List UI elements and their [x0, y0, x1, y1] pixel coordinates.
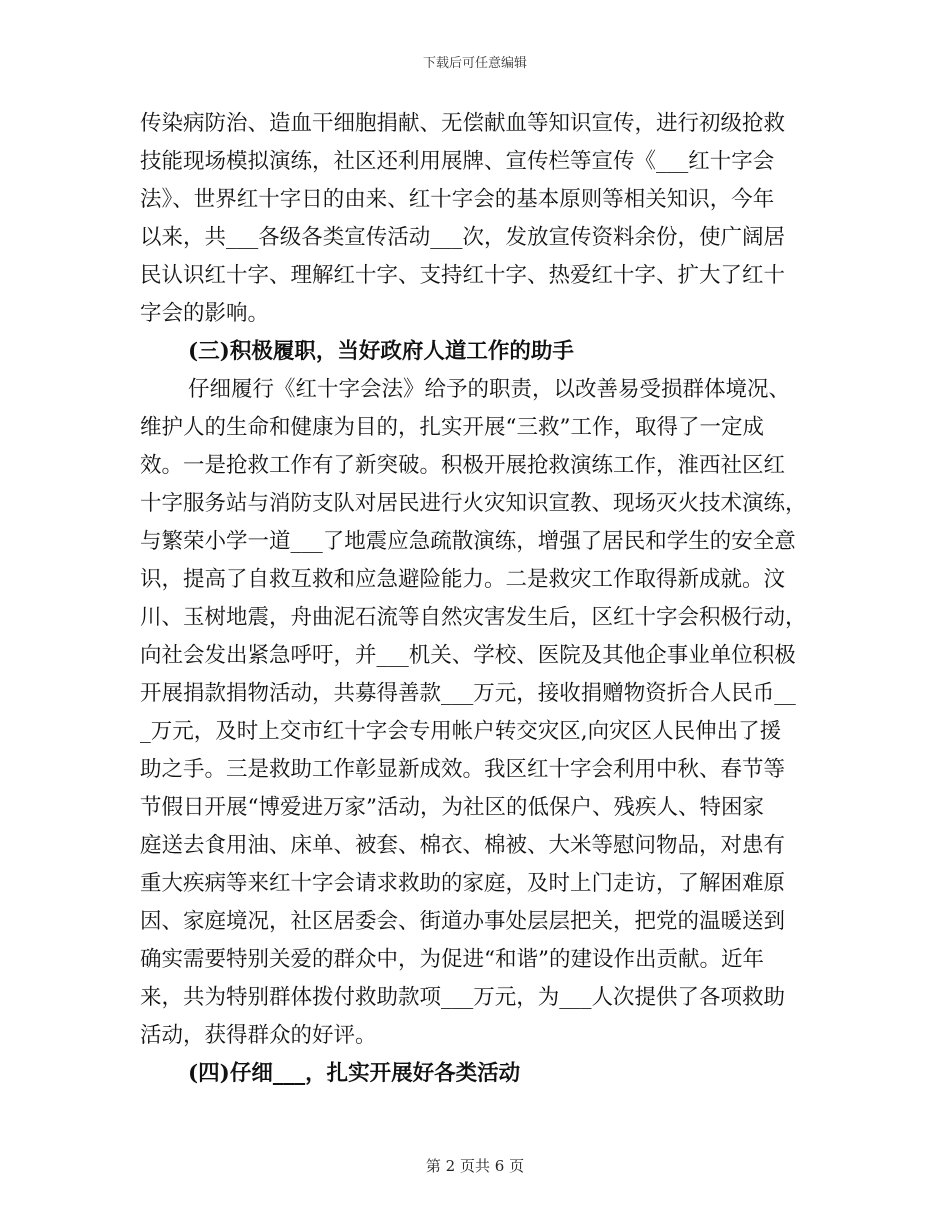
paragraph-line: 开展捐款捐物活动，共募得善款___万元，接收捐赠物资折合人民币__: [140, 681, 796, 706]
paragraph-line: 字会的影响。: [140, 301, 270, 326]
page-header: 下载后可任意编辑: [422, 56, 527, 71]
paragraph-line: 来，共为特别群体拨付救助款项___万元，为___人次提供了各项救助: [140, 985, 786, 1010]
paragraph-line: 庭送去食用油、床单、被套、棉衣、棉被、大米等慰问物品，对患有: [140, 833, 786, 858]
paragraph-line: 十字服务站与消防支队对居民进行火灾知识宣教、现场灭火技术演练，: [140, 491, 807, 516]
paragraph-line: 川、玉树地震，舟曲泥石流等自然灾害发生后，区红十字会积极行动，: [140, 605, 807, 630]
paragraph-line: _万元，及时上交市红十字会专用帐户转交灾区,向灾区人民伸出了援: [140, 719, 782, 744]
section-heading: (三)积极履职，当好政府人道工作的助手: [188, 339, 574, 364]
paragraph-line: 与繁荣小学一道___了地震应急疏散演练，增强了居民和学生的安全意: [140, 529, 796, 554]
paragraph-line: 仔细履行《红十字会法》给予的职责，以改善易受损群体境况、: [188, 377, 791, 402]
paragraph-line: 法》、世界红十字日的由来、红十字会的基本原则等相关知识，今年: [140, 187, 775, 212]
document-body: [140, 105, 812, 1093]
page-footer: 第 2 页共 6 页: [425, 1157, 525, 1175]
paragraph-line: 效。一是抢救工作有了新突破。积极开展抢救演练工作，淮西社区红: [140, 453, 786, 478]
paragraph-line: 节假日开展“博爱进万家”活动，为社区的低保户、残疾人、特困家: [140, 795, 764, 820]
paragraph-line: 维护人的生命和健康为目的，扎实开展“三救”工作，取得了一定成: [140, 415, 764, 440]
paragraph-line: 技能现场模拟演练，社区还利用展牌、宣传栏等宣传《___红十字会: [140, 149, 775, 174]
paragraph-line: 以来，共___各级各类宣传活动___次，发放宣传资料余份，使广阔居: [140, 225, 786, 250]
paragraph-line: 活动，获得群众的好评。: [140, 1023, 377, 1048]
paragraph-line: 助之手。三是救助工作彰显新成效。我区红十字会利用中秋、春节等: [140, 757, 786, 782]
paragraph-line: 民认识红十字、理解红十字、支持红十字、热爱红十字、扩大了红十: [140, 263, 786, 288]
paragraph-line: 向社会发出紧急呼吁，并___机关、学校、医院及其他企事业单位积极: [140, 643, 796, 668]
paragraph-line: 因、家庭境况，社区居委会、街道办事处层层把关，把党的温暖送到: [140, 909, 786, 934]
paragraph-line: 识，提高了自救互救和应急避险能力。二是救灾工作取得新成就。汶: [140, 567, 786, 592]
paragraph-line: 重大疾病等来红十字会请求救助的家庭，及时上门走访，了解困难原: [140, 871, 786, 896]
paragraph-line: 确实需要特别关爱的群众中，为促进“和谐”的建设作出贡献。近年: [140, 947, 764, 972]
section-heading: (四)仔细___，扎实开展好各类活动: [188, 1061, 521, 1086]
paragraph-line: 传染病防治、造血干细胞捐献、无偿献血等知识宣传，进行初级抢救: [140, 111, 786, 136]
